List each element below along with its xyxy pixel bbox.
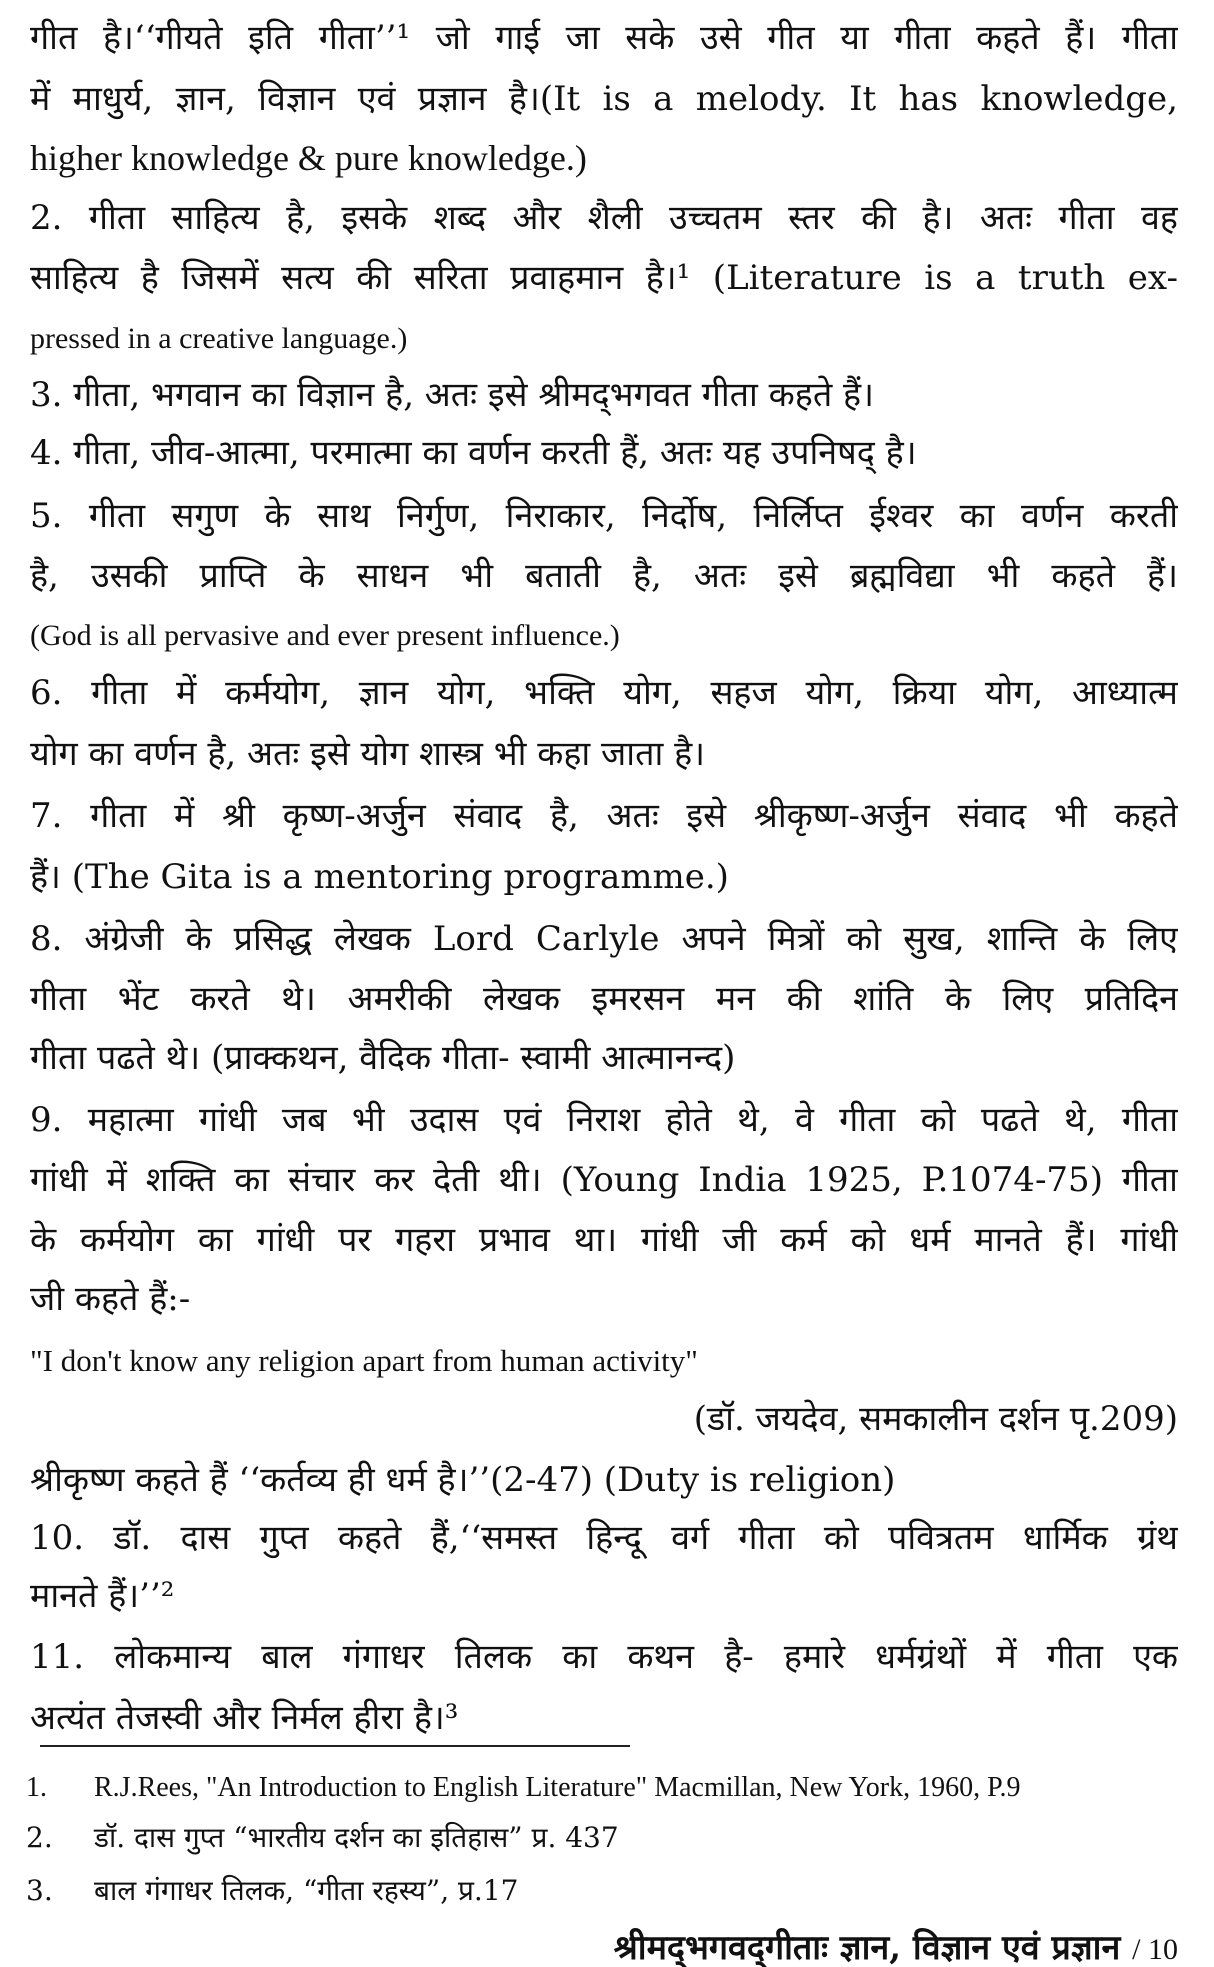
text-line: साहित्य है जिसमें सत्य की सरिता प्रवाहमान है।¹ (Literature is a truth ex- xyxy=(30,258,1178,298)
footnote-text: R.J.Rees, "An Introduction to English Literature" Macmillan, New York, 1960, P.9 xyxy=(94,1772,1021,1803)
text-line: (God is all pervasive and ever present influence.) xyxy=(30,619,620,652)
text-line: 11. लोकमान्य बाल गंगाधर तिलक का कथन है- हमारे धर्मग्रंथों में गीता एक xyxy=(30,1637,1178,1677)
footnote-divider xyxy=(40,1745,630,1747)
text-line: 9. महात्मा गांधी जब भी उदास एवं निराश होते थे, वे गीता को पढते थे, गीता xyxy=(30,1100,1178,1140)
footnote-number: 2. xyxy=(26,1821,53,1854)
text-line: मानते हैं।’’² xyxy=(30,1576,175,1616)
text-line: है, उसकी प्राप्ति के साधन भी बताती है, अतः इसे ब्रह्मविद्या भी कहते हैं। xyxy=(30,556,1178,596)
footnote xyxy=(26,1764,1021,1810)
footnote-number: 3. xyxy=(26,1874,53,1907)
text-line: 2. गीता साहित्य है, इसके शब्द और शैली उच्चतम स्तर की है। अतः गीता वह xyxy=(30,198,1178,238)
footnote-text: डॉ. दास गुप्त “भारतीय दर्शन का इतिहास” प्र. 437 xyxy=(94,1821,619,1854)
page-number: / 10 xyxy=(1132,1933,1178,1966)
text-line: के कर्मयोग का गांधी पर गहरा प्रभाव था। गांधी जी कर्म को धर्म मानते हैं। गांधी xyxy=(30,1220,1178,1260)
footnote xyxy=(26,1868,518,1914)
text-line: 3. गीता, भगवान का विज्ञान है, अतः इसे श्रीमद्‌भगवत गीता कहते हैं। xyxy=(30,375,874,415)
text-line: जी कहते हैं:- xyxy=(30,1279,191,1319)
footnote-number: 1. xyxy=(26,1772,47,1803)
text-line: 5. गीता सगुण के साथ निर्गुण, निराकार, निर्दोष, निर्लिप्त ईश्वर का वर्णन करती xyxy=(30,496,1178,536)
text-line: 7. गीता में श्री कृष्ण-अर्जुन संवाद है, अतः इसे श्रीकृष्ण-अर्जुन संवाद भी कहते xyxy=(30,796,1178,836)
text-line: में माधुर्य, ज्ञान, विज्ञान एवं प्रज्ञान है।(It is a melody. It has knowledge, xyxy=(30,79,1178,119)
text-line: pressed in a creative language.) xyxy=(30,322,408,355)
running-footer xyxy=(614,1922,1178,1967)
text-line: हैं। (The Gita is a mentoring programme.) xyxy=(30,857,729,897)
footnote xyxy=(26,1815,619,1861)
text-line: गीता पढते थे। (प्राक्कथन, वैदिक गीता- स्वामी आत्मानन्द) xyxy=(30,1038,736,1078)
text-line: 10. डॉ. दास गुप्त कहते हैं,‘‘समस्त हिन्दू वर्ग गीता को पवित्रतम धार्मिक ग्रंथ xyxy=(30,1518,1178,1558)
text-line: 6. गीता में कर्मयोग, ज्ञान योग, भक्ति योग, सहज योग, क्रिया योग, आध्यात्म xyxy=(30,673,1178,713)
text-line: श्रीकृष्ण कहते हैं ‘‘कर्तव्य ही धर्म है।’’(2-47) (Duty is religion) xyxy=(30,1460,896,1500)
citation-line: (डॉ. जयदेव, समकालीन दर्शन पृ.209) xyxy=(693,1399,1178,1439)
quote-line: "I don't know any religion apart from human activity" xyxy=(30,1343,698,1378)
text-line: higher knowledge & pure knowledge.) xyxy=(30,138,587,178)
text-line: गांधी में शक्ति का संचार कर देती थी। (Young India 1925, P.1074-75) गीता xyxy=(30,1160,1178,1200)
text-line: गीत है।‘‘गीयते इति गीता’’¹ जो गाई जा सके उसे गीत या गीता कहते हैं। गीता xyxy=(30,18,1178,58)
book-title: श्रीमद्‌भगवद्‌गीताः ज्ञान, विज्ञान एवं प्रज्ञान xyxy=(613,1928,1121,1967)
text-line: 8. अंग्रेजी के प्रसिद्ध लेखक Lord Carlyle अपने मित्रों को सुख, शान्ति के लिए xyxy=(30,919,1178,959)
text-line: योग का वर्णन है, अतः इसे योग शास्त्र भी कहा जाता है। xyxy=(30,734,706,774)
footnote-text: बाल गंगाधर तिलक, “गीता रहस्य”, प्र.17 xyxy=(94,1874,519,1907)
text-line: अत्यंत तेजस्वी और निर्मल हीरा है।³ xyxy=(30,1698,459,1738)
text-line: गीता भेंट करते थे। अमरीकी लेखक इमरसन मन की शांति के लिए प्रतिदिन xyxy=(30,979,1178,1019)
text-line: 4. गीता, जीव-आत्मा, परमात्मा का वर्णन करती हैं, अतः यह उपनिषद्‌ है। xyxy=(30,433,917,473)
